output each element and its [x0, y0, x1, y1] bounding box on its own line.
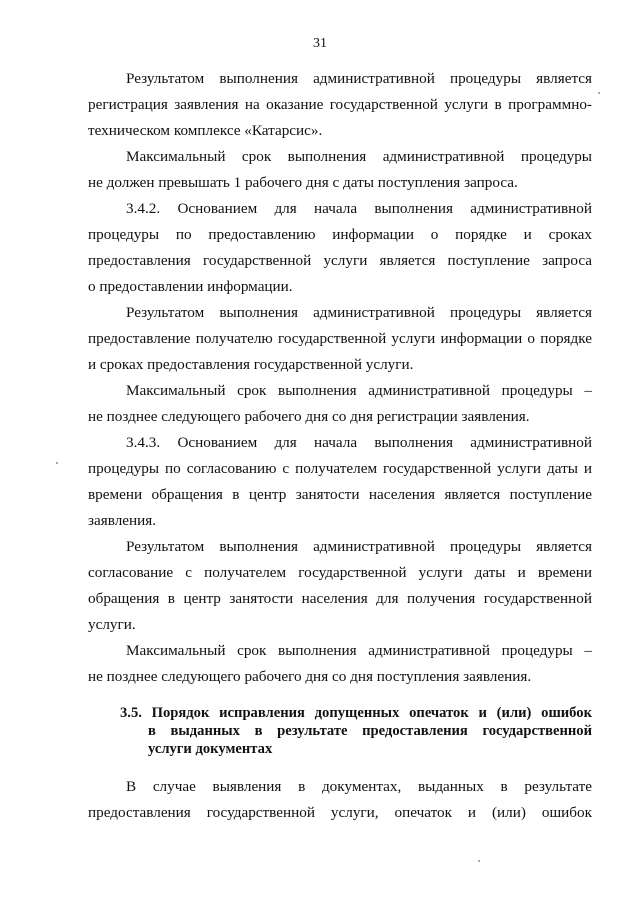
paragraph — [88, 378, 592, 430]
text-line: В случае выявления в документах, выданных в результате — [126, 778, 592, 795]
text-line: предоставления государственной услуги является поступление запроса — [88, 252, 592, 269]
heading-line: 3.5. Порядок исправления допущенных опечаток и (или) ошибок — [120, 705, 592, 721]
text-line: Результатом выполнения административной процедуры является — [126, 538, 592, 555]
text-line: техническом комплексе «Катарсис». — [88, 122, 323, 139]
text-line: процедуры по предоставлению информации о порядке и сроках — [88, 226, 592, 243]
heading-line: услуги документах — [148, 741, 273, 757]
scan-speck — [478, 860, 480, 862]
text-line: предоставления государственной услуги, опечаток и (или) ошибок — [88, 804, 592, 821]
text-line: заявления. — [88, 512, 157, 529]
text-line: Максимальный срок выполнения административной процедуры — [126, 148, 592, 165]
paragraph — [88, 66, 592, 144]
text-line: не должен превышать 1 рабочего дня с даты поступления запроса. — [88, 174, 518, 191]
paragraph — [88, 144, 592, 196]
text-line: Результатом выполнения административной процедуры является — [126, 304, 592, 321]
text-line: Максимальный срок выполнения административной процедуры – — [126, 382, 592, 399]
paragraph — [88, 534, 592, 638]
text-line: не позднее следующего рабочего дня со дня регистрации заявления. — [88, 408, 530, 425]
paragraph — [88, 638, 592, 690]
text-line: времени обращения в центр занятости населения является поступление — [88, 486, 592, 503]
paragraph — [88, 196, 592, 300]
text-line: предоставление получателю государственной услуги информации о порядке — [88, 330, 592, 347]
text-line: Результатом выполнения административной процедуры является — [126, 70, 592, 87]
paragraph — [88, 300, 592, 378]
scan-speck — [56, 462, 58, 464]
text-line: 3.4.2. Основанием для начала выполнения административной — [126, 200, 592, 217]
page-number: 31 — [313, 36, 327, 51]
text-line: обращения в центр занятости населения для получения государственной — [88, 590, 592, 607]
text-line: услуги. — [88, 616, 136, 633]
text-line: процедуры по согласованию с получателем государственной услуги даты и — [88, 460, 592, 477]
text-line: 3.4.3. Основанием для начала выполнения административной — [126, 434, 592, 451]
text-line: регистрация заявления на оказание государственной услуги в программно- — [88, 96, 592, 113]
text-line: о предоставлении информации. — [88, 278, 293, 295]
heading-line: в выданных в результате предоставления государственной — [148, 723, 592, 739]
paragraph — [88, 774, 592, 826]
section-heading-3-5 — [120, 704, 592, 758]
text-line: Максимальный срок выполнения административной процедуры – — [126, 642, 592, 659]
paragraph — [88, 430, 592, 534]
text-line: согласование с получателем государственной услуги даты и времени — [88, 564, 592, 581]
text-line: не позднее следующего рабочего дня со дня поступления заявления. — [88, 668, 532, 685]
scan-speck — [598, 92, 600, 94]
text-line: и сроках предоставления государственной услуги. — [88, 356, 414, 373]
